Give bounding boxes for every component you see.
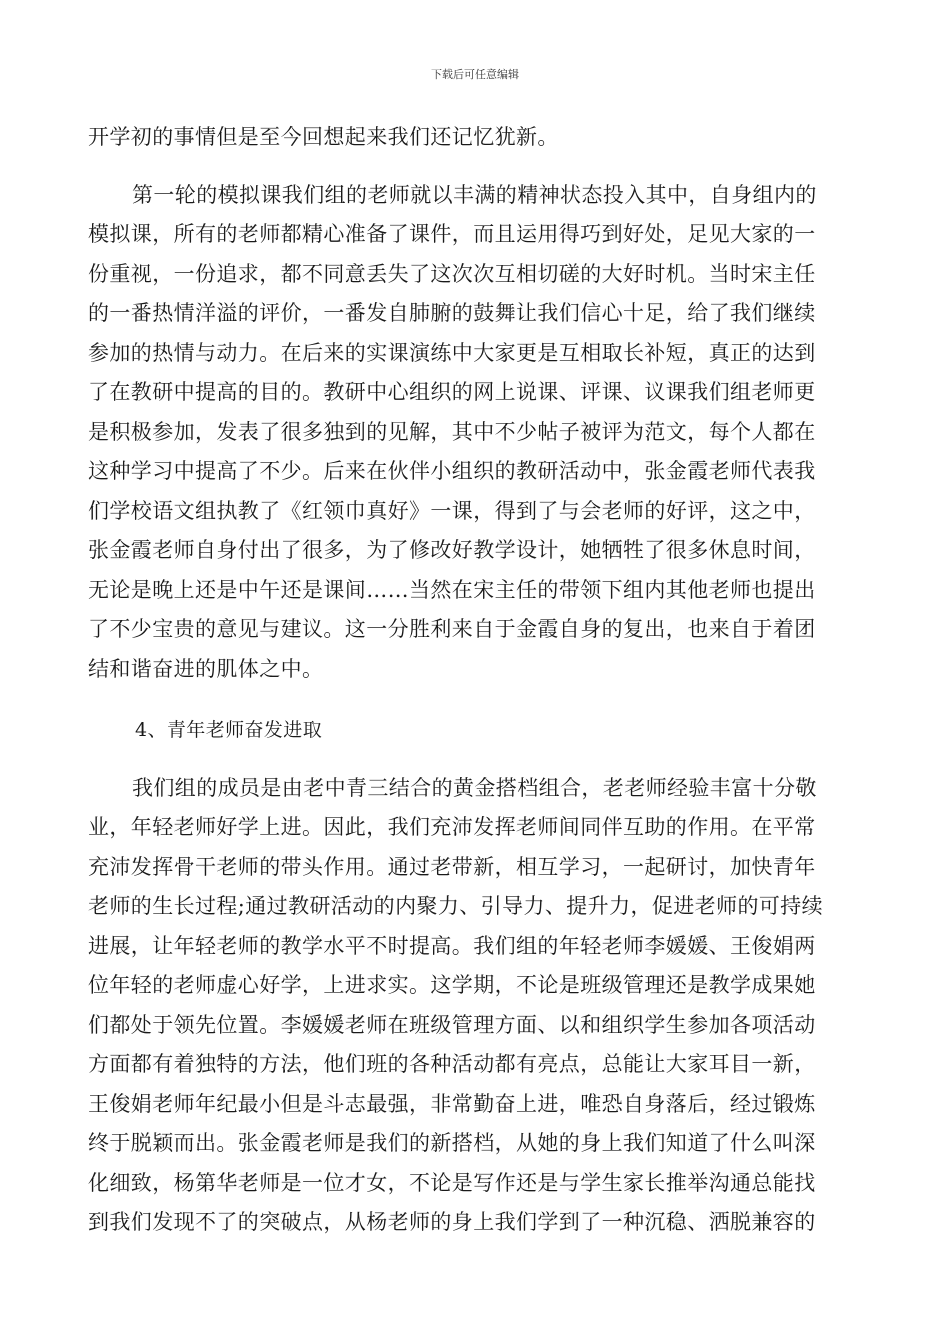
paragraph-line: 的一番热情洋溢的评价，一番发自肺腑的鼓舞让我们信心十足，给了我们继续 — [88, 301, 816, 325]
document-body — [88, 118, 863, 1243]
paragraph-line: 方面都有着独特的方法，他们班的各种活动都有亮点，总能让大家耳目一新， — [88, 1052, 816, 1076]
paragraph-line: 化细致，杨第华老师是一位才女，不论是写作还是与学生家长推举沟通总能找 — [88, 1170, 816, 1195]
paragraph-line: 充沛发挥骨干老师的带头作用。通过老带新，相互学习，一起研讨，加快青年 — [88, 854, 816, 879]
paragraph-gap — [88, 751, 863, 769]
page-header: 下载后可任意编辑 — [431, 68, 519, 81]
paragraph-line: 进展，让年轻老师的教学水平不时提高。我们组的年轻老师李媛媛、王俊娟两 — [88, 933, 816, 958]
paragraph-line: 业，年轻老师好学上进。因此，我们充沛发挥老师间同伴互助的作用。在平常 — [88, 815, 816, 839]
paragraph-gap — [88, 158, 863, 176]
paragraph-line: 结和谐奋进的肌体之中。 — [88, 656, 324, 681]
paragraph-gap — [88, 689, 863, 707]
paragraph-line: 王俊娟老师年纪最小但是斗志最强，非常勤奋上进，唯恐自身落后，经过锻炼 — [88, 1091, 816, 1116]
paragraph-line: 了在教研中提高的目的。教研中心组织的网上说课、评课、议课我们组老师更 — [88, 380, 816, 404]
paragraph-line: 我们组的成员是由老中青三结合的黄金搭档组合，老老师经验丰富十分敬 — [132, 775, 817, 800]
paragraph-line: 了不少宝贵的意见与建议。这一分胜利来自于金霞自身的复出，也来自于着团 — [88, 617, 816, 641]
paragraph-line: 模拟课，所有的老师都精心准备了课件，而且运用得巧到好处，足见大家的一 — [88, 222, 816, 246]
paragraph-line: 份重视，一份追求，都不同意丢失了这次次互相切磋的大好时机。当时宋主任 — [88, 261, 816, 286]
section-heading: 4、青年老师奋发进取 — [135, 719, 323, 741]
paragraph-line: 位年轻的老师虚心好学，上进求实。这学期，不论是班级管理还是教学成果她 — [88, 973, 816, 997]
paragraph-line: 到我们发现不了的突破点，从杨老师的身上我们学到了一种沉稳、洒脱兼容的 — [88, 1210, 816, 1234]
paragraph-line: 老师的生长过程;通过教研活动的内聚力、引导力、提升力，促进老师的可持续 — [88, 894, 824, 918]
paragraph-line: 们学校语文组执教了《红领巾真好》一课，得到了与会老师的好评，这之中， — [88, 498, 816, 523]
paragraph-line: 无论是晚上还是中午还是课间……当然在宋主任的带领下组内其他老师也提出 — [88, 577, 816, 602]
paragraph-line: 们都处于领先位置。李媛媛老师在班级管理方面、以和组织学生参加各项活动 — [88, 1012, 816, 1037]
paragraph-line: 张金霞老师自身付出了很多，为了修改好教学设计，她牺牲了很多休息时间， — [88, 538, 816, 562]
paragraph-line: 第一轮的模拟课我们组的老师就以丰满的精神状态投入其中，自身组内的 — [132, 182, 817, 207]
paragraph-line: 这种学习中提高了不少。后来在伙伴小组织的教研活动中，张金霞老师代表我 — [88, 459, 816, 483]
paragraph-line: 终于脱颖而出。张金霞老师是我们的新搭档，从她的身上我们知道了什么叫深 — [88, 1131, 816, 1155]
paragraph-line: 是积极参加，发表了很多独到的见解，其中不少帖子被评为范文，每个人都在 — [88, 419, 816, 444]
paragraph-line: 开学初的事情但是至今回想起来我们还记忆犹新。 — [88, 125, 559, 149]
paragraph-line: 参加的热情与动力。在后来的实课演练中大家更是互相取长补短，真正的达到 — [88, 340, 816, 365]
